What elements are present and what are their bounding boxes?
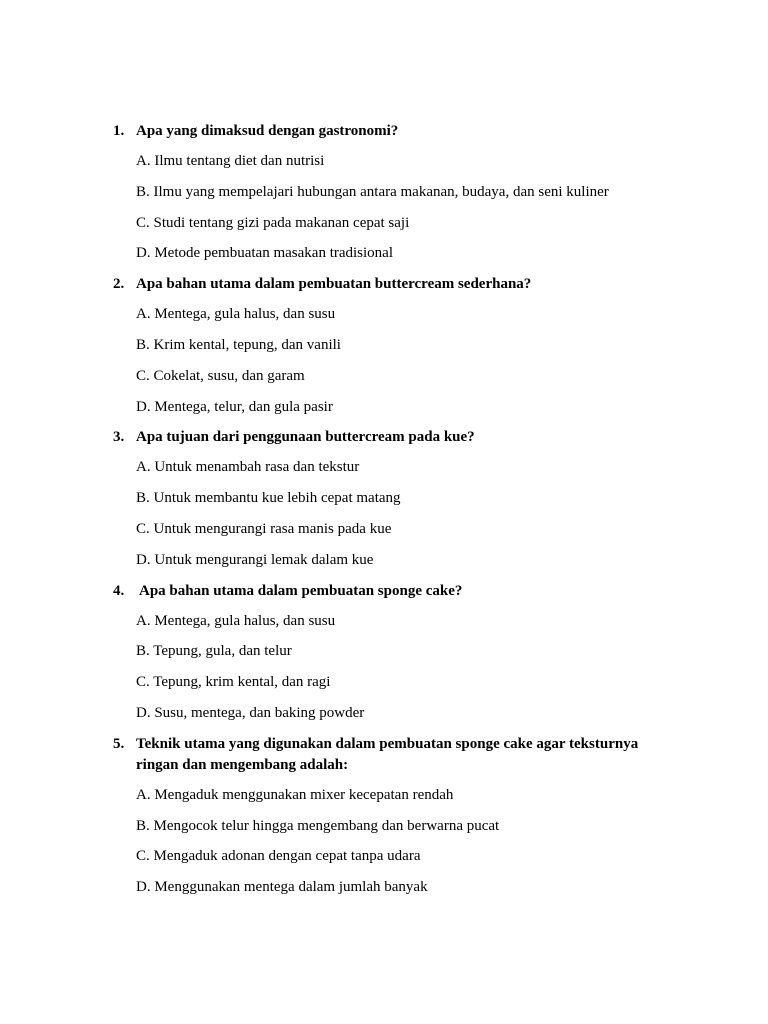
question-number: 3. — [113, 429, 125, 446]
answer-option-a: A. Mengaduk menggunakan mixer kecepatan rendah — [136, 786, 454, 803]
question-text: Teknik utama yang digunakan dalam pembuatan sponge cake agar teksturnya ringan dan mengembang adalah: — [136, 735, 639, 773]
question-number: 2. — [113, 276, 125, 293]
question-2 — [0, 274, 768, 417]
answer-option-b: B. Tepung, gula, dan telur — [136, 643, 292, 660]
answer-option-d: D. Untuk mengurangi lemak dalam kue — [136, 551, 374, 568]
answer-option-a: A. Mentega, gula halus, dan susu — [136, 306, 336, 323]
answer-option-c: C. Cokelat, susu, dan garam — [136, 367, 305, 384]
answer-option-b: B. Krim kental, tepung, dan vanili — [136, 336, 341, 353]
answer-option-c: C. Mengaduk adonan dengan cepat tanpa udara — [136, 848, 421, 865]
answer-option-c: C. Studi tentang gizi pada makanan cepat saji — [136, 214, 410, 231]
answer-option-b: B. Untuk membantu kue lebih cepat matang — [136, 490, 401, 507]
question-1 — [0, 121, 768, 264]
question-number: 5. — [113, 735, 125, 752]
answer-option-b: B. Ilmu yang mempelajari hubungan antara makanan, budaya, dan seni kuliner — [136, 183, 609, 200]
answer-option-c: C. Untuk mengurangi rasa manis pada kue — [136, 520, 392, 537]
question-text: Apa bahan utama dalam pembuatan sponge cake? — [139, 582, 463, 599]
answer-option-c: C. Tepung, krim kental, dan ragi — [136, 674, 331, 691]
question-5 — [0, 734, 768, 898]
answer-option-b: B. Mengocok telur hingga mengembang dan berwarna pucat — [136, 817, 500, 834]
question-text: Apa yang dimaksud dengan gastronomi? — [136, 123, 399, 139]
answer-option-d: D. Susu, mentega, dan baking powder — [136, 704, 365, 721]
answer-option-d: D. Menggunakan mentega dalam jumlah banyak — [136, 879, 428, 896]
question-number: 4. — [113, 582, 125, 599]
answer-option-a: A. Ilmu tentang diet dan nutrisi — [136, 153, 325, 169]
answer-option-a: A. Untuk menambah rasa dan tekstur — [136, 459, 360, 476]
question-text: Apa bahan utama dalam pembuatan buttercream sederhana? — [136, 276, 532, 293]
question-text: Apa tujuan dari penggunaan buttercream pada kue? — [136, 429, 475, 446]
answer-option-a: A. Mentega, gula halus, dan susu — [136, 612, 336, 629]
question-3 — [0, 427, 768, 570]
answer-option-d: D. Metode pembuatan masakan tradisional — [136, 245, 394, 262]
question-number: 1. — [113, 123, 125, 139]
answer-option-d: D. Mentega, telur, dan gula pasir — [136, 398, 333, 415]
question-4 — [0, 581, 768, 724]
